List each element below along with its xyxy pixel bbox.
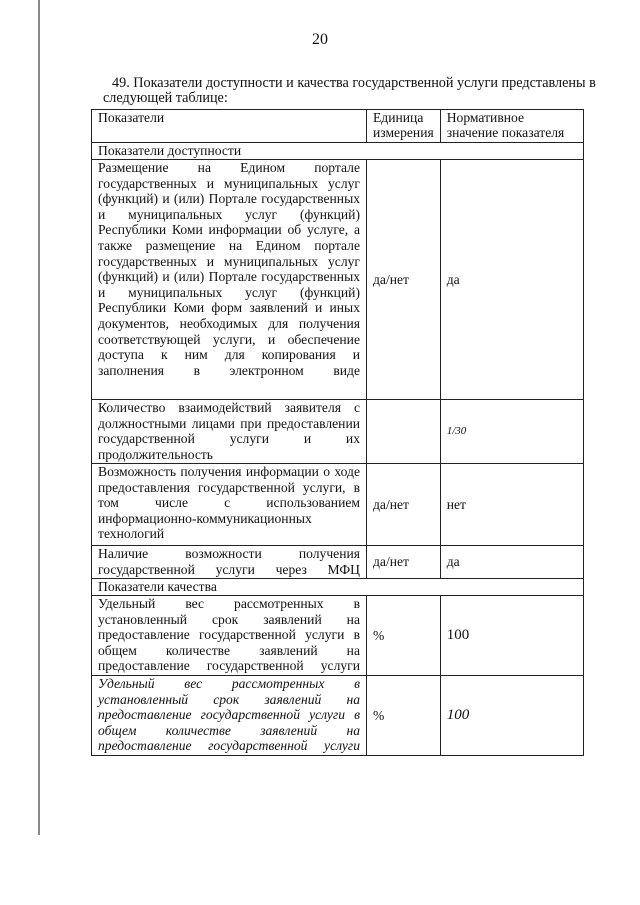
intro-paragraph: 49. Показатели доступности и качества государственной услуги представлены в следующей таблице: <box>103 75 596 106</box>
row-1-norm: да <box>440 160 583 400</box>
row-4-norm: да <box>440 546 583 579</box>
section-availability-label: Показатели доступности <box>92 143 584 160</box>
section-row-quality <box>92 579 584 596</box>
row-5-norm: 100 <box>440 596 583 676</box>
table-header-row <box>92 110 584 143</box>
section-quality-label: Показатели качества <box>92 579 584 596</box>
header-unit: Единица измерения <box>367 110 441 143</box>
table-row <box>92 464 584 546</box>
indicators-table <box>91 109 584 756</box>
row-6-unit: % <box>367 676 441 756</box>
row-1-indicator: Размещение на Едином портале государственных и муниципальных услуг (функций) и (или) Портале государственных и муниципальных услуг (функций) Республики Коми информации об услуге, а также размещение на Едином портале государственных и муниципальных услуг (функций) и (или) Портале государственных и муниципальных услуг (функций) Республики Коми форм заявлений и иных документов, необходимых для получения соответствующей услуги, и обеспечение доступа к ним для копирования и заполнения в электронном виде <box>92 160 367 400</box>
header-norm: Нормативное значение показателя <box>440 110 583 143</box>
row-3-indicator: Возможность получения информации о ходе предоставления государственной услуги, в том числе с использованием информационно-коммуникационных технологий <box>92 464 367 546</box>
row-4-indicator: Наличие возможности получения государственной услуги через МФЦ <box>92 546 367 579</box>
row-4-unit: да/нет <box>367 546 441 579</box>
row-2-unit <box>367 400 441 464</box>
row-3-norm: нет <box>440 464 583 546</box>
table-row <box>92 400 584 464</box>
row-5-unit: % <box>367 596 441 676</box>
row-5-indicator: Удельный вес рассмотренных в установленный срок заявлений на предоставление государственной услуги в общем количестве заявлений на предоставление государственной услуги <box>92 596 367 676</box>
row-2-indicator: Количество взаимодействий заявителя с должностными лицами при предоставлении государственной услуги и их продолжительность <box>92 400 367 464</box>
row-6-indicator: Удельный вес рассмотренных в установленный срок заявлений на предоставление государственной услуги в общем количестве заявлений на предоставление государственной услуги <box>92 676 367 756</box>
row-2-norm: 1/30 <box>440 400 583 464</box>
binding-margin-line <box>38 0 40 835</box>
row-3-unit: да/нет <box>367 464 441 546</box>
row-1-unit: да/нет <box>367 160 441 400</box>
header-indicator: Показатели <box>92 110 367 143</box>
table-row <box>92 596 584 676</box>
table-row <box>92 676 584 756</box>
page-number: 20 <box>312 31 328 48</box>
table-row <box>92 546 584 579</box>
table-row <box>92 160 584 400</box>
row-6-norm: 100 <box>440 676 583 756</box>
section-row-availability <box>92 143 584 160</box>
